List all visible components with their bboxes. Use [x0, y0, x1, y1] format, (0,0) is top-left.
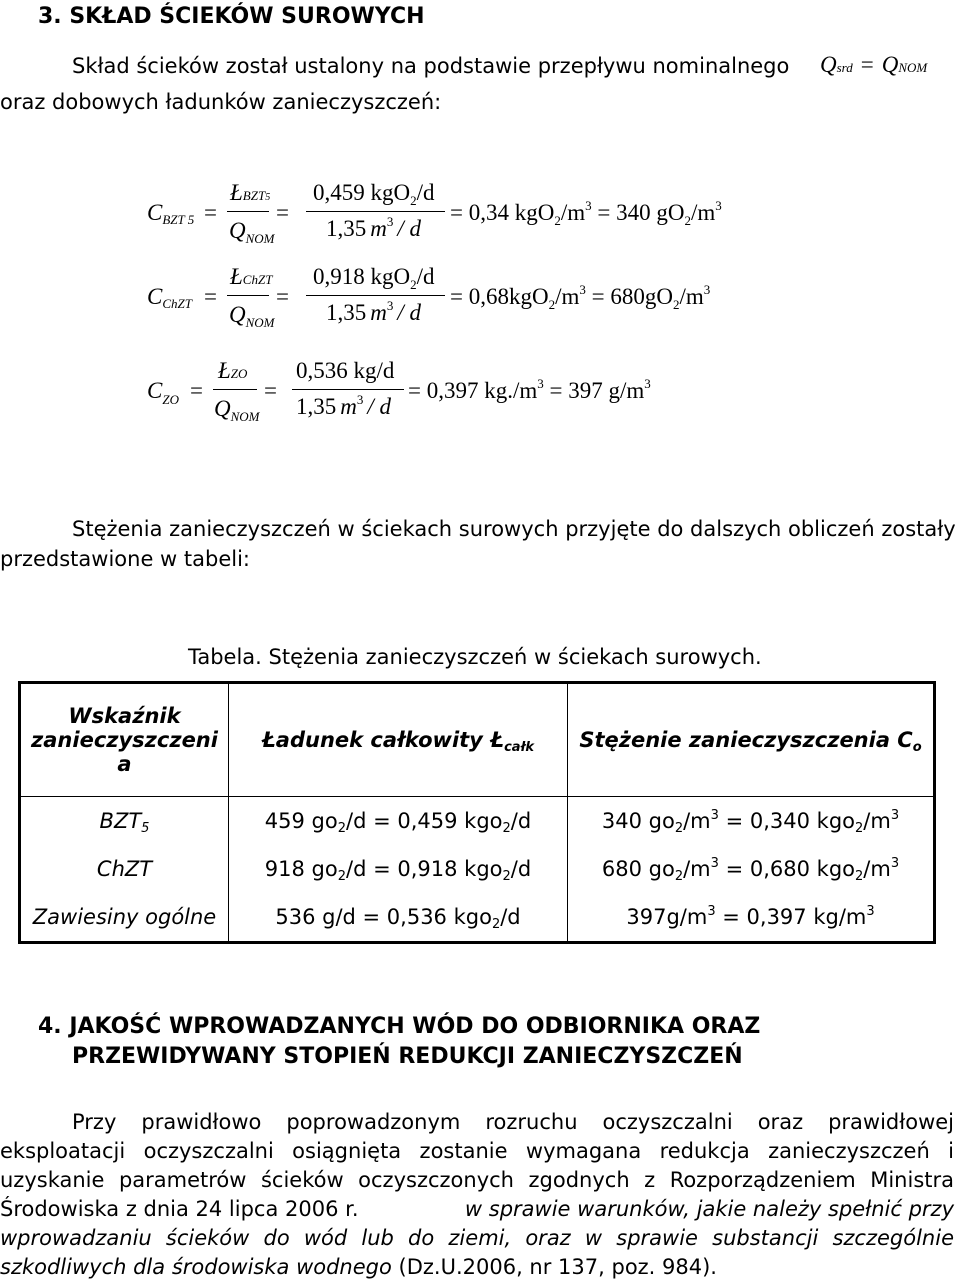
section-4-title-line-2: PRZEWIDYWANY STOPIEŃ REDUKCJI ZANIECZYSZCZEŃ	[72, 1044, 743, 1069]
table-caption: Tabela. Stężenia zanieczyszczeń w ściekach surowych.	[188, 645, 762, 669]
row-load: 536 g/d = 0,536 kgo2/d	[229, 893, 568, 943]
formula-chzt-numerator: 0,918 kgO$_2$/d	[313, 264, 435, 292]
formula-bzt-denominator: 1,35 $m^3$ / d	[326, 214, 422, 241]
table-row	[20, 845, 935, 893]
formula-zo-numerator: 0,536 kg/d	[296, 358, 395, 383]
formula-chzt-lhs: $C_{ChZT}$	[147, 284, 192, 311]
formula-bzt-flow: $Q_{NOM}$	[229, 218, 275, 246]
eq-sign: =	[204, 200, 217, 225]
q-srd-equation: Qsrd = QNOM	[820, 52, 928, 77]
eq-sign: =	[276, 284, 289, 309]
conc-text-line-2: przedstawione w tabeli:	[0, 547, 250, 571]
row-load: 459 go2/d = 0,459 kgo2/d	[229, 797, 568, 846]
para-line: eksploatacji oczyszczalni osiągnięta zostanie wymagana redukcja zanieczyszczeń i	[0, 1139, 954, 1163]
formula-chzt-load: ŁChZT	[230, 264, 273, 289]
formula-chzt-result: = $0,68kgO_2/m^3 = 680gO_2/m^3$	[450, 282, 711, 312]
table-row	[20, 893, 935, 943]
formula-zo-lhs: $C_{ZO}$	[147, 378, 179, 407]
para-line: szkodliwych dla środowiska wodnego (Dz.U.2006, nr 137, poz. 984).	[0, 1255, 717, 1279]
section-3-title: 3. SKŁAD ŚCIEKÓW SUROWYCH	[38, 4, 425, 29]
row-concentration: 680 $go2/m^3 = 0,680$ $kgo2/m^3$	[601, 856, 900, 884]
eq-sign: =	[264, 378, 277, 403]
row-concentration: $397g/m^3 = 0,397$ $kg/m^3$	[626, 904, 875, 929]
formula-bzt-numerator: 0,459 kgO$_2$/d	[313, 180, 435, 208]
formula-bzt-load: ŁBZT5	[230, 180, 271, 205]
eq-sign: =	[204, 284, 217, 309]
para-line: wprowadzaniu ścieków do wód lub do ziemi, oraz w sprawie substancji szczególnie	[0, 1226, 954, 1250]
eq-sign: =	[276, 200, 289, 225]
intro-line-2: oraz dobowych ładunków zanieczyszczeń:	[0, 90, 442, 114]
concentration-table	[18, 681, 936, 944]
formula-zo-result: = 0,397 $kg./m^3 = 397$ $g/m^3$	[408, 376, 651, 403]
row-concentration: 340 $go2/m^3 = 0,340$ $kgo2/m^3$	[601, 808, 900, 836]
row-indicator: ChZT	[20, 845, 229, 893]
header-total-load: Ładunek całkowity Łcałk	[229, 683, 568, 797]
row-indicator: Zawiesiny ogólne	[20, 893, 229, 943]
header-indicator: Wskaźnik zanieczyszczeni a	[20, 683, 229, 797]
eq-sign: =	[190, 378, 203, 403]
para-line: uzyskanie parametrów ścieków oczyszczonych zgodnych z Rozporządzeniem Ministra	[0, 1168, 954, 1192]
intro-line-1: Skład ścieków został ustalony na podstawie przepływu nominalnego	[72, 54, 790, 78]
formula-bzt-lhs: $C_{BZT 5}$	[147, 200, 195, 227]
row-load: 918 go2/d = 0,918 kgo2/d	[229, 845, 568, 893]
section-4-title-line-1: 4. JAKOŚĆ WPROWADZANYCH WÓD DO ODBIORNIKA ORAZ	[38, 1014, 761, 1039]
formula-bzt-result: = 0,34 $kgO_2/m^3 = 340$ $gO_2/m^3$	[450, 198, 722, 228]
formula-chzt-flow: $Q_{NOM}$	[229, 302, 275, 330]
formula-zo-denominator: 1,35 $m^3$ / d	[296, 392, 392, 419]
table-header-row	[20, 683, 935, 797]
para-line: Przy prawidłowo poprowadzonym rozruchu oczyszczalni oraz prawidłowej	[72, 1110, 954, 1134]
para-line: Środowiska z dnia 24 lipca 2006 r. w sprawie warunków, jakie należy spełnić przy	[0, 1197, 954, 1221]
formula-zo-flow: $Q_{NOM}$	[214, 396, 260, 424]
table-row	[20, 797, 935, 846]
row-indicator: BZT5	[20, 797, 229, 846]
conc-text-line-1: Stężenia zanieczyszczeń w ściekach surowych przyjęte do dalszych obliczeń zostały	[72, 517, 956, 541]
formula-chzt-denominator: 1,35 $m^3$ / d	[326, 298, 422, 325]
header-concentration: Stężenie zanieczyszczenia Co	[568, 683, 935, 797]
formula-zo-load: ŁZO	[218, 358, 248, 383]
